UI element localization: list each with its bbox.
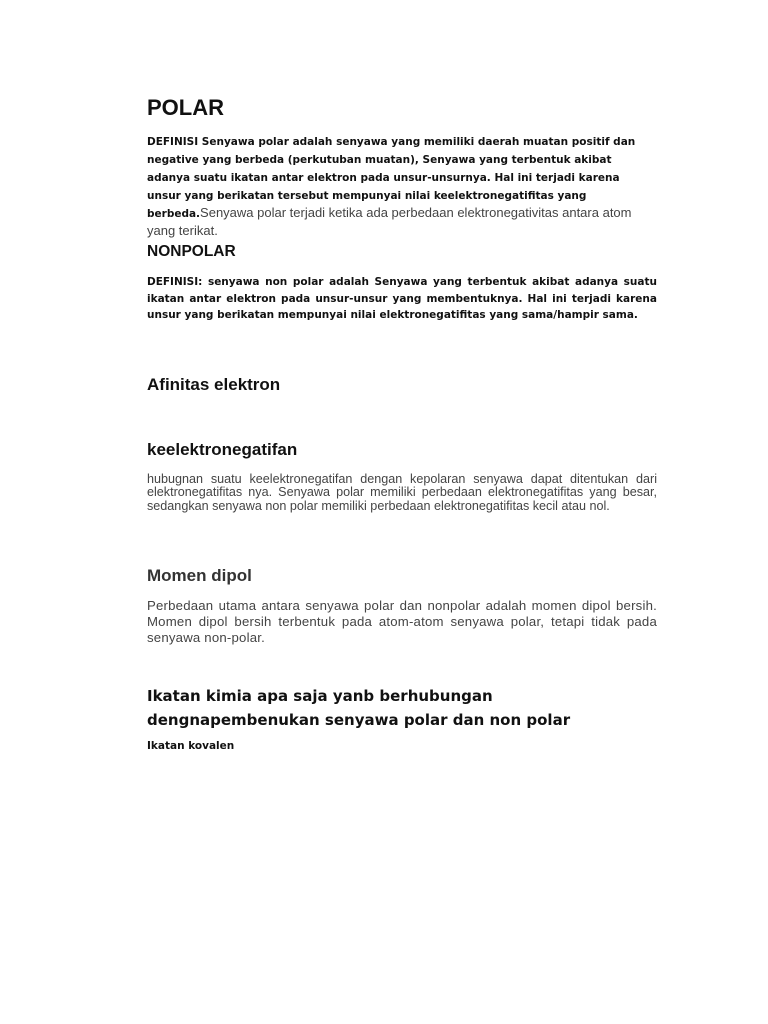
answer-ikatan-kovalen: Ikatan kovalen bbox=[147, 740, 235, 752]
heading-nonpolar: NONPOLAR bbox=[147, 243, 236, 260]
paragraph-keelektronegatifan: hubugnan suatu keelektronegatifan dengan kepolaran senyawa dapat ditentukan dari elektronegatifitas nya. Senyawa polar memiliki perbedaan elektronegatifitas yang besar, sedangkan senyawa non polar memiliki perbedaan elektronegatifitas kecil atau nol. bbox=[147, 472, 657, 513]
heading-polar: POLAR bbox=[147, 95, 224, 120]
paragraph-momen-dipol: Perbedaan utama antara senyawa polar dan nonpolar adalah momen dipol bersih. Momen dipol bersih terbentuk pada atom-atom senyawa polar, tetapi tidak pada senyawa non-polar. bbox=[147, 598, 657, 645]
polar-definition-light-text: Senyawa polar terjadi ketika ada perbedaan elektronegativitas antara atom yang terikat. bbox=[147, 205, 632, 238]
heading-keelektronegatifan: keelektronegatifan bbox=[147, 440, 298, 459]
heading-momen-dipol: Momen dipol bbox=[147, 566, 252, 585]
polar-definition-bold-text: DEFINISI Senyawa polar adalah senyawa yang memiliki daerah muatan positif dan negative yang berbeda (perkutuban muatan), Senyawa yang terbentuk akibat adanya suatu ikatan antar elektron pada unsur-unsurnya. Hal ini terjadi karena unsur yang berikatan tersebut mempunyai nilai keelektronegatifitas yang berbeda. bbox=[147, 136, 636, 220]
heading-ikatan-kimia: Ikatan kimia apa saja yanb berhubungan dengnapembenukan senyawa polar dan non polar bbox=[147, 687, 571, 729]
paragraph-nonpolar-definition: DEFINISI: senyawa non polar adalah Senyawa yang terbentuk akibat adanya suatu ikatan antar elektron pada unsur-unsur yang membentuknya. Hal ini terjadi karena unsur yang berikatan mempunyai nilai elektronegatifitas yang sama/hampir sama. bbox=[147, 276, 657, 322]
heading-afinitas-elektron: Afinitas elektron bbox=[147, 375, 281, 394]
paragraph-polar-definition bbox=[147, 133, 657, 240]
